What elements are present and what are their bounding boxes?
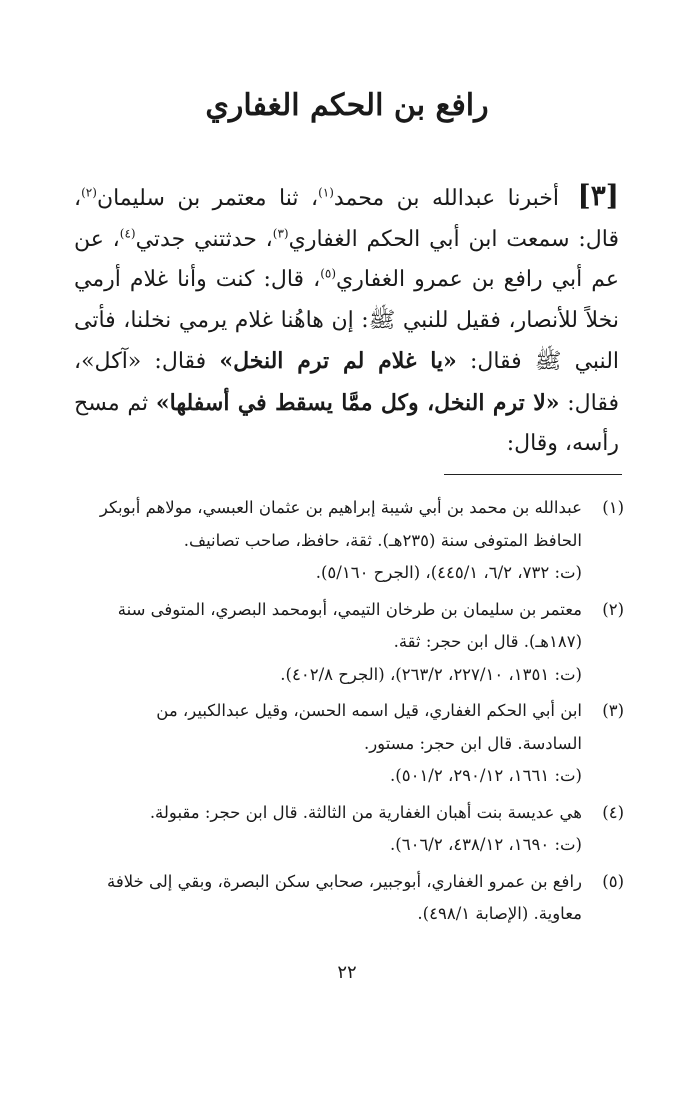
hadith-text bbox=[74, 176, 619, 465]
footnote-line: عبدالله بن محمد بن أبي شيبة إبراهيم بن عثمان العبسي، مولاهم أبوبكر bbox=[99, 498, 582, 517]
page-number: ٢٢ bbox=[337, 962, 357, 983]
footnote-line: (ت: ١٦٦١، ٢٩٠/١٢، ٥٠١/٢). bbox=[390, 766, 582, 785]
footnote-line: معاوية. (الإصابة ٤٩٨/١). bbox=[417, 904, 582, 923]
footnote-number: (٤) bbox=[602, 802, 624, 822]
hadith-text-part: ، ثنا معتمر بن سليمان bbox=[96, 186, 319, 211]
footnote-number: (٥) bbox=[602, 871, 624, 891]
footnote-line: معتمر بن سليمان بن طرخان التيمي، أبومحمد البصري، المتوفى سنة bbox=[117, 599, 582, 619]
footnote-divider bbox=[444, 474, 622, 475]
prophet-speech: «لا ترم النخل، وكل ممَّا يسقط في أسفلها» bbox=[155, 389, 560, 416]
footnote-line: هي عديسة بنت أهبان الغفارية من الثالثة. قال ابن حجر: مقبولة. bbox=[149, 802, 582, 822]
footnote-line: السادسة. قال ابن حجر: مستور. bbox=[363, 733, 582, 753]
footnote-ref-3[interactable]: (٣) bbox=[272, 226, 289, 241]
prophet-speech: «يا غلام لم ترم النخل» bbox=[219, 348, 457, 374]
footnote-line: (ت: ١٦٩٠، ٤٣٨/١٢، ٦٠٦/٢). bbox=[390, 835, 582, 854]
footnote-number: (٣) bbox=[602, 701, 624, 720]
hadith-text-part: أخبرنا عبدالله بن محمد bbox=[333, 186, 572, 211]
footnote-2 bbox=[74, 594, 624, 692]
footnote-line: (ت: ١٣٥١، ٢٢٧/١٠، ٢٦٣/٢)، (الجرح ٤٠٢/٨). bbox=[280, 664, 582, 684]
hadith-text-part: ، قال: كنت وأنا غلام أرمي نخلاً للأنصار، فقيل للنبي ﷺ: إن هاهُنا غلام يرمي نخلنا، فأتى النبي ﷺ فقال: bbox=[74, 267, 620, 374]
footnote-line: رافع بن عمرو الغفاري، أبوجبير، صحابي سكن البصرة، وبقي إلى خلافة bbox=[106, 871, 582, 891]
footnote-line: (ت: ٧٣٢، ٦/٢، ٤٤٥/١)، (الجرح ٥/١٦٠). bbox=[315, 563, 582, 582]
footnote-line: ابن أبي الحكم الغفاري، قيل اسمه الحسن، وقيل عبدالكبير، من bbox=[156, 701, 582, 720]
footnote-4 bbox=[74, 797, 624, 862]
footnote-number: (١) bbox=[602, 498, 624, 517]
footnote-line: الحافظ المتوفى سنة (٢٣٥هـ). ثقة، حافظ، صاحب تصانيف. bbox=[183, 530, 582, 550]
footnote-ref-5[interactable]: (٥) bbox=[320, 266, 337, 281]
footnote-1 bbox=[74, 492, 624, 590]
footnote-5 bbox=[74, 866, 624, 931]
footnote-ref-1[interactable]: (١) bbox=[318, 185, 334, 200]
footnotes-list bbox=[74, 492, 624, 935]
footnote-3 bbox=[74, 695, 624, 793]
hadith-text-part: ، قال: سمعت ابن أبي الحكم الغفاري bbox=[74, 186, 619, 252]
footnote-ref-4[interactable]: (٤) bbox=[119, 226, 136, 241]
hadith-text-part: ، عن عم أبي رافع بن عمرو الغفاري bbox=[74, 226, 619, 292]
hadith-text-part: فقال: «آكل»، فقال: bbox=[74, 349, 619, 416]
hadith-text-part: ، حدثتني جدتي bbox=[135, 226, 273, 252]
footnote-ref-2[interactable]: (٢) bbox=[81, 185, 97, 200]
footnote-line: (١٨٧هـ). قال ابن حجر: ثقة. bbox=[393, 632, 582, 651]
chapter-title: رافع بن الحكم الغفاري bbox=[205, 88, 489, 123]
hadith-number: [٣] bbox=[577, 179, 619, 212]
footnote-number: (٢) bbox=[602, 599, 624, 619]
hadith-text-part: ثم مسح رأسه، وقال: bbox=[74, 390, 619, 456]
